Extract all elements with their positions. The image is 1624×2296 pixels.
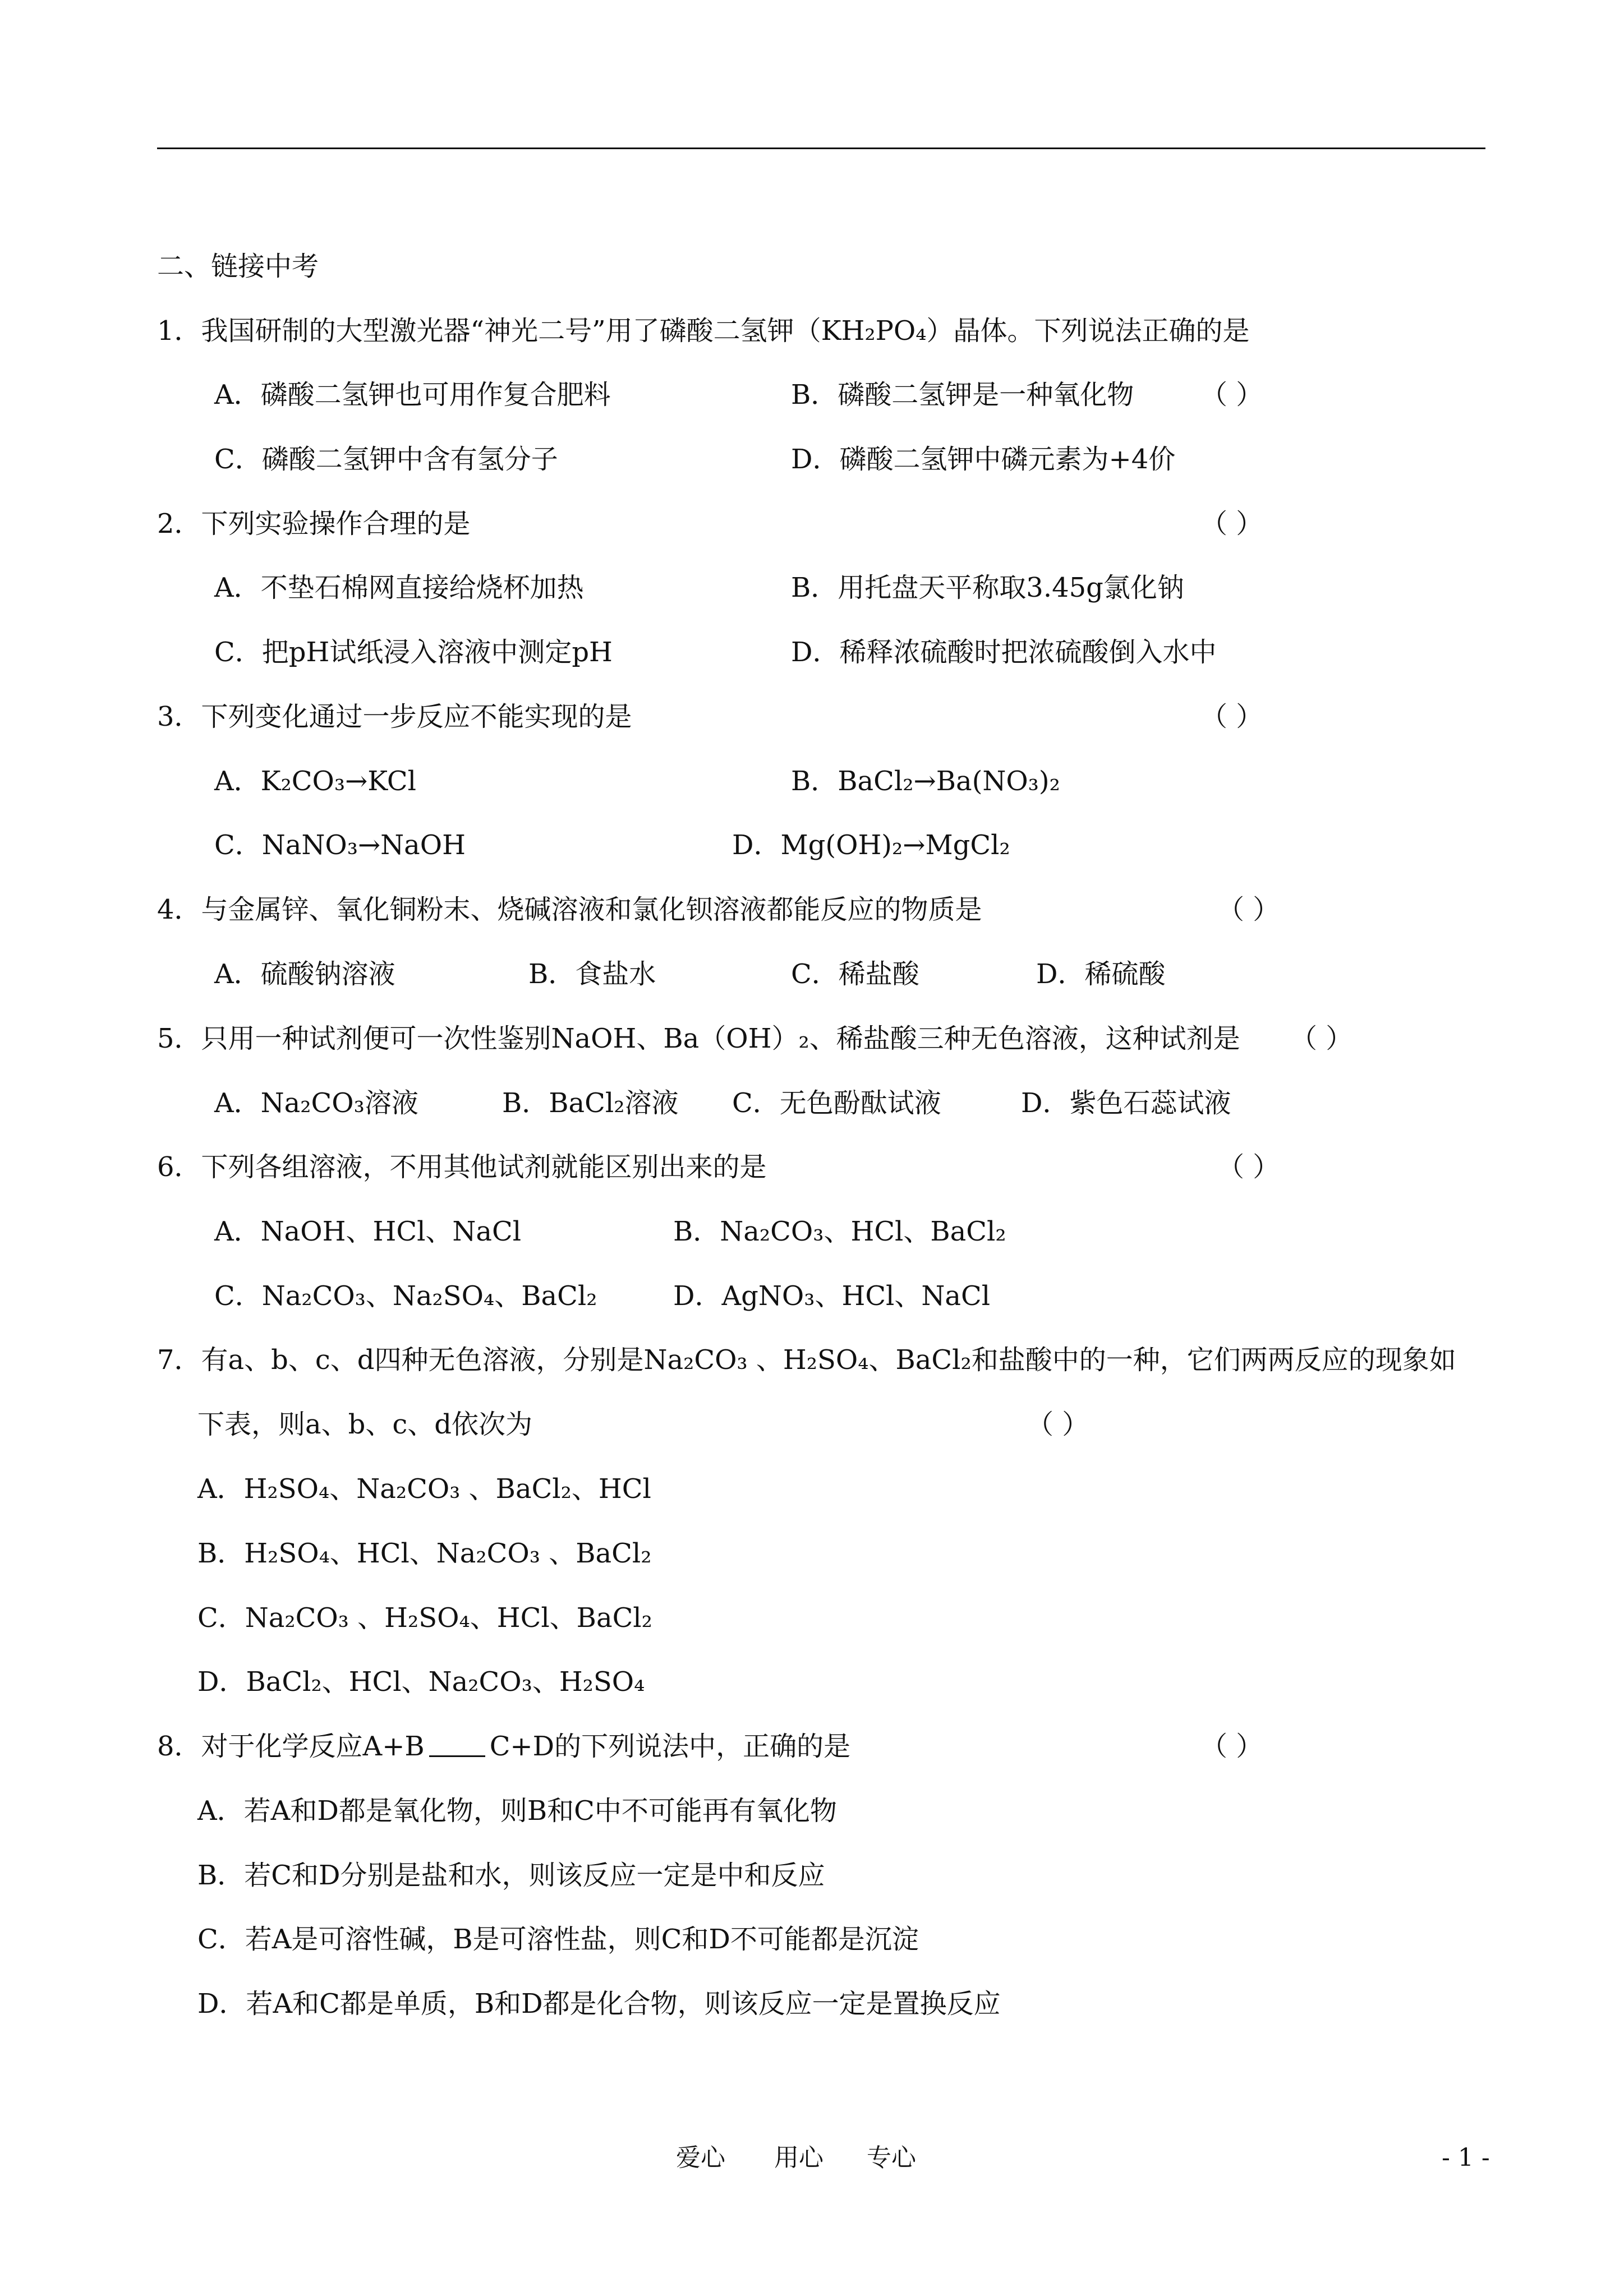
question-2-answer-paren: （ ）: [1200, 508, 1263, 540]
question-3-answer-paren: （ ）: [1200, 701, 1263, 732]
question-8-answer-paren: （ ）: [1200, 1731, 1263, 1762]
question-2-option-a: A．不垫石棉网直接给烧杯加热: [214, 572, 584, 603]
question-2-option-c: C．把pH试纸浸入溶液中测定pH: [214, 637, 613, 668]
question-5-option-d: D．紫色石蕊试液: [1021, 1087, 1231, 1119]
question-2-option-b: B．用托盘天平称取3.45g氯化钠: [791, 572, 1184, 603]
question-2-option-d: D．稀释浓硫酸时把浓硫酸倒入水中: [791, 637, 1217, 668]
footer-motto-2: 用心: [774, 2143, 823, 2172]
question-5-answer-paren: （ ）: [1290, 1023, 1353, 1054]
question-6-stem: 6．下列各组溶液，不用其他试剂就能区别出来的是: [157, 1151, 767, 1183]
question-4-stem: 4．与金属锌、氧化铜粉末、烧碱溶液和氯化钡溶液都能反应的物质是: [157, 894, 982, 925]
question-1-stem: 1．我国研制的大型激光器“神光二号”用了磷酸二氢钾（KH₂PO₄）晶体。下列说法正确的是: [157, 315, 1250, 347]
question-8-stem: [157, 1730, 850, 1763]
equation-line: [429, 1740, 485, 1757]
question-4-option-c: C．稀盐酸: [791, 958, 919, 990]
question-7-answer-paren: （ ）: [1027, 1409, 1089, 1440]
question-3-option-a: A．K₂CO₃→KCl: [214, 766, 416, 797]
question-3-option-d: D．Mg(OH)₂→MgCl₂: [732, 829, 1010, 861]
question-8-stem-pre: 8．对于化学反应A+B: [157, 1731, 425, 1762]
question-8-option-c: C．若A是可溶性碱，B是可溶性盐，则C和D不可能都是沉淀: [197, 1924, 919, 1955]
question-5-stem: 5．只用一种试剂便可一次性鉴别NaOH、Ba（OH）₂、稀盐酸三种无色溶液，这种试剂是: [157, 1023, 1240, 1054]
question-7-stem: 7．有a、b、c、d四种无色溶液，分别是Na₂CO₃ 、H₂SO₄、BaCl₂和盐酸中的一种，它们两两反应的现象如: [157, 1344, 1456, 1376]
question-7-option-a: A．H₂SO₄、Na₂CO₃ 、BaCl₂、HCl: [197, 1473, 651, 1505]
question-7-option-b: B．H₂SO₄、HCl、Na₂CO₃ 、BaCl₂: [197, 1538, 652, 1569]
question-8-stem-post: C+D的下列说法中，正确的是: [489, 1731, 851, 1762]
question-6-option-d: D．AgNO₃、HCl、NaCl: [673, 1280, 991, 1312]
question-3-stem: 3．下列变化通过一步反应不能实现的是: [157, 701, 632, 732]
question-6-option-b: B．Na₂CO₃、HCl、BaCl₂: [673, 1216, 1006, 1247]
question-4-option-b: B．食盐水: [528, 958, 656, 990]
question-4-answer-paren: （ ）: [1217, 894, 1280, 925]
footer-motto-3: 专心: [867, 2143, 916, 2172]
question-7-option-d: D．BaCl₂、HCl、Na₂CO₃、H₂SO₄: [197, 1666, 645, 1698]
question-1-option-c: C．磷酸二氢钾中含有氢分子: [214, 444, 558, 475]
page-number: - 1 -: [1442, 2143, 1490, 2172]
question-2-stem: 2．下列实验操作合理的是: [157, 508, 471, 540]
question-1-option-d: D．磷酸二氢钾中磷元素为+4价: [791, 444, 1176, 475]
question-6-option-c: C．Na₂CO₃、Na₂SO₄、BaCl₂: [214, 1280, 597, 1312]
question-8-option-a: A．若A和D都是氧化物，则B和C中不可能再有氧化物: [197, 1795, 837, 1827]
question-8-option-b: B．若C和D分别是盐和水，则该反应一定是中和反应: [197, 1860, 825, 1891]
question-6-option-a: A．NaOH、HCl、NaCl: [214, 1216, 522, 1247]
header-rule: [157, 147, 1485, 149]
section-title: 二、链接中考: [157, 251, 319, 282]
question-1-answer-paren: （ ）: [1200, 379, 1263, 411]
question-6-answer-paren: （ ）: [1217, 1151, 1280, 1183]
question-7-stem-continued: 下表，则a、b、c、d依次为: [197, 1409, 532, 1440]
question-5-option-c: C．无色酚酞试液: [732, 1087, 941, 1119]
question-3-option-c: C．NaNO₃→NaOH: [214, 829, 466, 861]
question-1-option-a: A．磷酸二氢钾也可用作复合肥料: [214, 379, 611, 411]
question-7-option-c: C．Na₂CO₃ 、H₂SO₄、HCl、BaCl₂: [197, 1602, 652, 1634]
question-4-option-a: A．硫酸钠溶液: [214, 958, 395, 990]
question-5-option-a: A．Na₂CO₃溶液: [214, 1087, 418, 1119]
question-3-option-b: B．BaCl₂→Ba(NO₃)₂: [791, 766, 1060, 797]
question-5-option-b: B．BaCl₂溶液: [502, 1087, 679, 1119]
footer-motto-1: 爱心: [676, 2143, 725, 2172]
question-4-option-d: D．稀硫酸: [1036, 958, 1166, 990]
question-8-option-d: D．若A和C都是单质，B和D都是化合物，则该反应一定是置换反应: [197, 1988, 1001, 2020]
question-1-option-b: B．磷酸二氢钾是一种氧化物: [791, 379, 1134, 411]
